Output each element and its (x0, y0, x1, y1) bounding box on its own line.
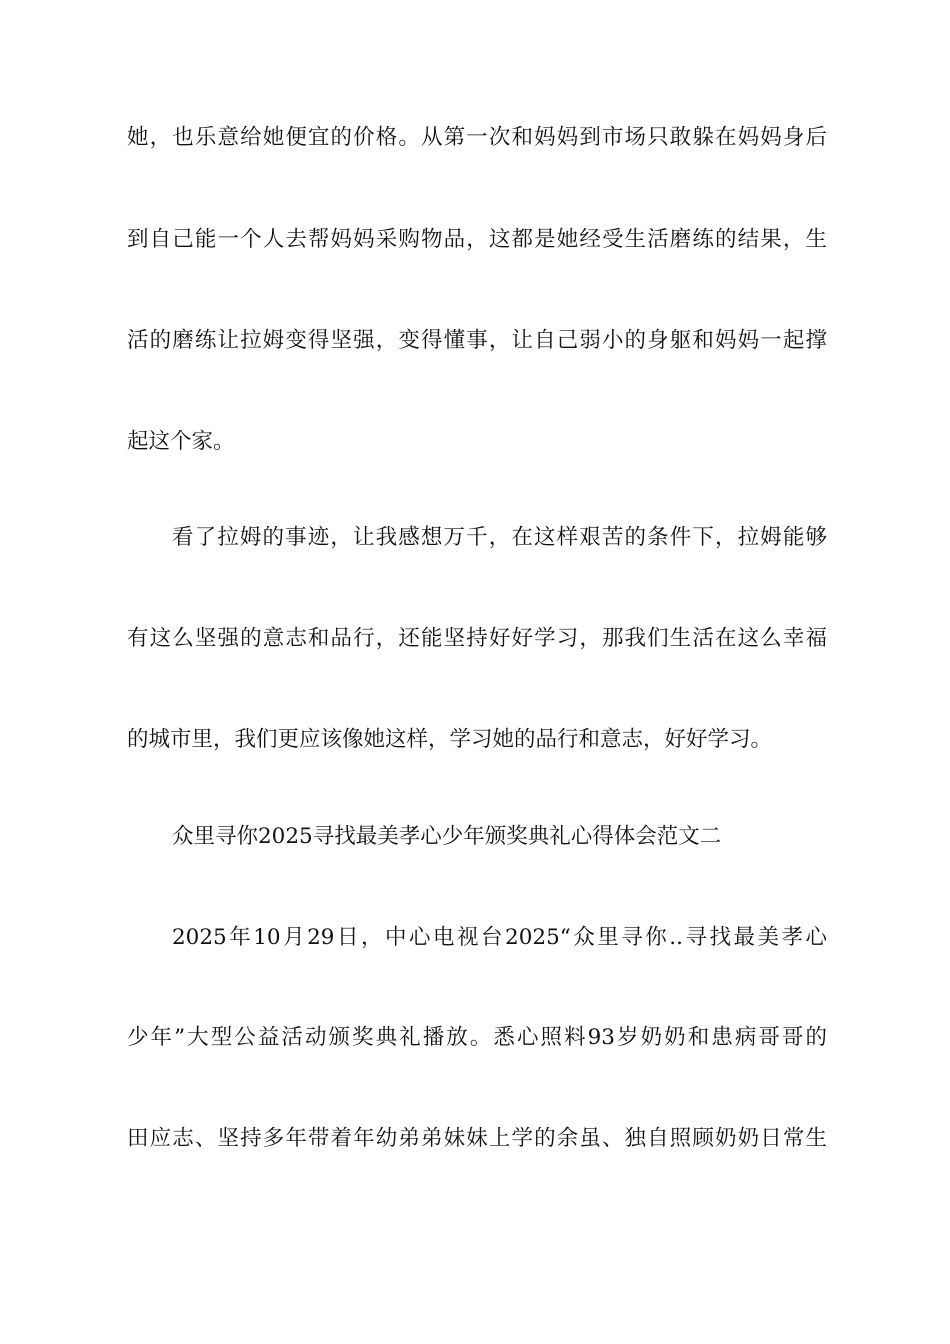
paragraph-3-line-2: 少年”大型公益活动颁奖典礼播放。悉心照料93岁奶奶和患病哥哥的 (127, 1025, 827, 1050)
paragraph-1-line-2: 到自己能一个人去帮妈妈采购物品，这都是她经受生活磨练的结果，生 (127, 227, 827, 252)
paragraph-1-line-4: 起这个家。 (127, 429, 235, 454)
paragraph-1-line-3: 活的磨练让拉姆变得坚强，变得懂事，让自己弱小的身躯和妈妈一起撑 (127, 328, 827, 353)
paragraph-1-line-1: 她，也乐意给她便宜的价格。从第一次和妈妈到市场只敢躲在妈妈身后 (127, 125, 827, 150)
paragraph-3-line-1: 2025年10月29日，中心电视台2025“众里寻你..寻找最美孝心 (172, 925, 827, 950)
paragraph-2-line-1: 看了拉姆的事迹，让我感想万千，在这样艰苦的条件下，拉姆能够 (172, 525, 827, 550)
paragraph-2-line-2: 有这么坚强的意志和品行，还能坚持好好学习，那我们生活在这么幸福 (127, 626, 827, 651)
paragraph-2-line-3: 的城市里，我们更应该像她这样，学习她的品行和意志，好好学习。 (127, 727, 773, 752)
paragraph-3-line-3: 田应志、坚持多年带着年幼弟弟妹妹上学的余虽、独自照顾奶奶日常生 (127, 1126, 827, 1151)
section-heading: 众里寻你2025寻找最美孝心少年颁奖典礼心得体会范文二 (172, 824, 722, 849)
